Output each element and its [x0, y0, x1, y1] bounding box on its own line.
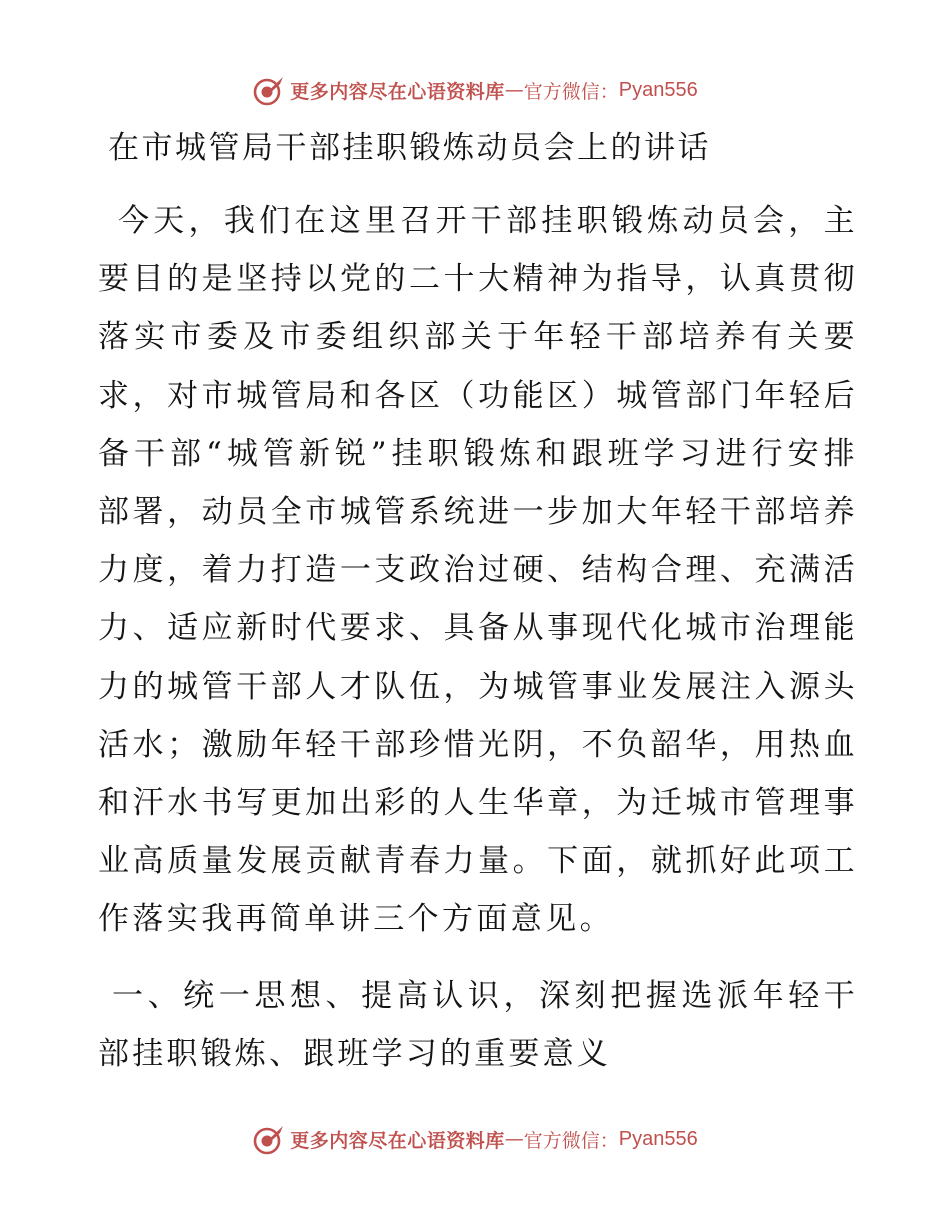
watermark-handle: Pyan556: [618, 78, 698, 101]
watermark-handle: Pyan556: [618, 1127, 698, 1150]
quill-logo-icon: [252, 1122, 286, 1156]
watermark-site-text: 更多内容尽在心语资料库: [290, 1129, 505, 1152]
section-heading-1: 一、统一思想、提高认识，深刻把握选派年轻干部挂职锻炼、跟班学习的重要意义: [98, 978, 858, 1073]
document-title: 在市城管局干部挂职锻炼动员会上的讲话: [108, 130, 711, 166]
quill-logo-icon: [252, 73, 286, 107]
watermark-site-text: 更多内容尽在心语资料库: [290, 80, 505, 103]
watermark-wechat-label: 官方微信：: [523, 80, 619, 103]
watermark-banner-bottom: [0, 1119, 950, 1159]
watermark-banner-top: [0, 70, 950, 110]
watermark-dash: —: [504, 1128, 524, 1150]
intro-paragraph: 今天，我们在这里召开干部挂职锻炼动员会，主要目的是坚持以党的二十大精神为指导，认真贯彻落实市委及市委组织部关于年轻干部培养有关要求，对市城管局和各区（功能区）城管部门年轻后备干部“城管新锐”挂职锻炼和跟班学习进行安排部署，动员全市城管系统进一步加大年轻干部培养力度，着力打造一支政治过硬、结构合理、充满活力、适应新时代要求、具备从事现代化城市治理能力的城管干部人才队伍，为城管事业发展注入源头活水；激励年轻干部珍惜光阴，不负韶华，用热血和汗水书写更加出彩的人生华章，为迁城市管理事业高质量发展贡献青春力量。下面，就抓好此项工作落实我再简单讲三个方面意见。: [98, 203, 858, 938]
watermark-wechat-label: 官方微信：: [523, 1129, 619, 1152]
watermark-dash: —: [504, 79, 524, 101]
